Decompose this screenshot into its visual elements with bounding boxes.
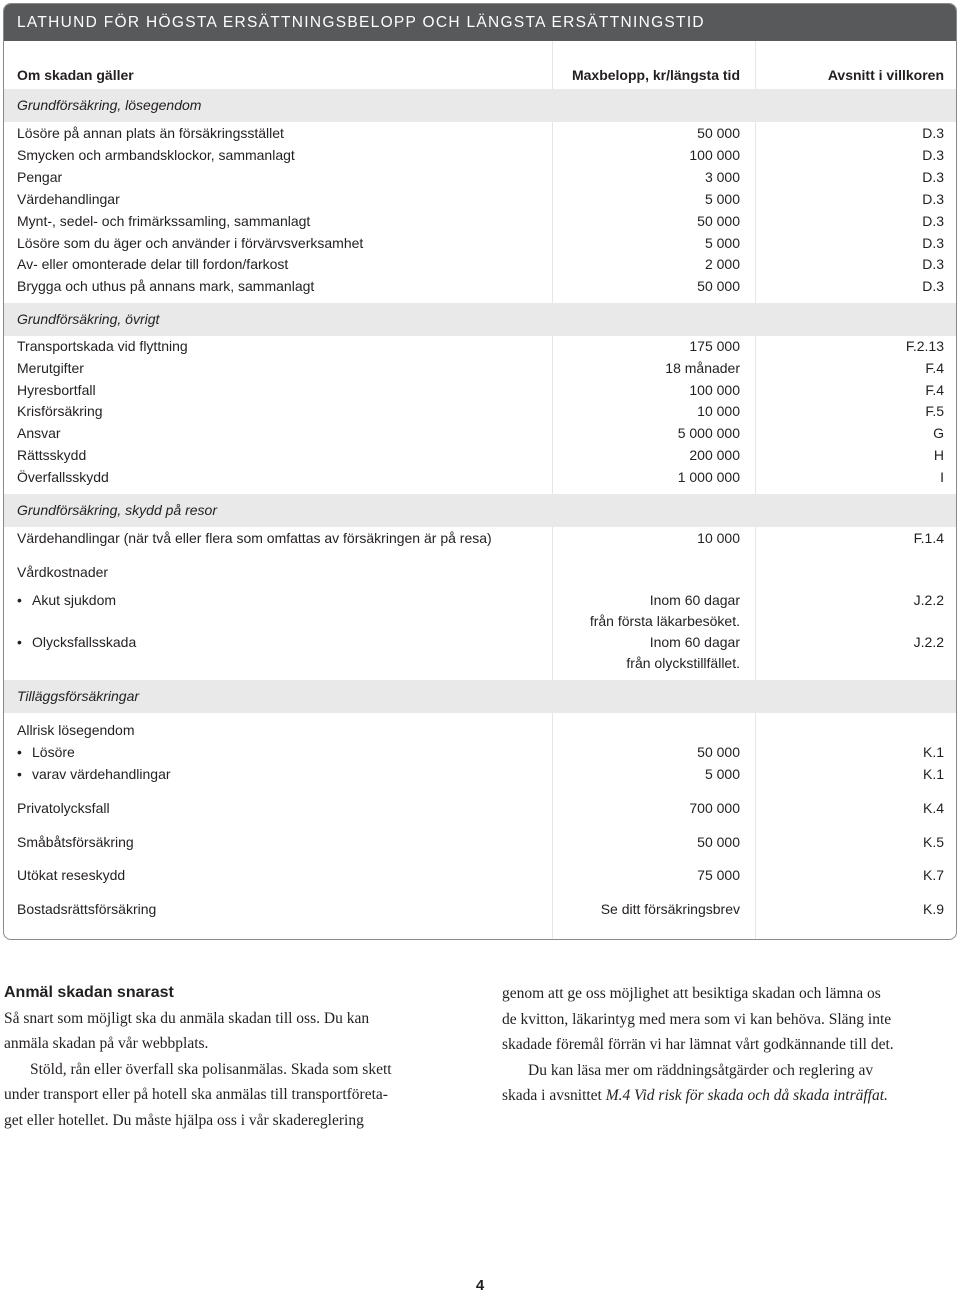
table-row-label: Merutgifter — [17, 359, 84, 376]
page-number: 4 — [475, 1277, 485, 1294]
bostad-amount: Se ditt försäkringsbrev — [600, 901, 740, 917]
table-row-amount: 200 000 — [689, 447, 740, 463]
table-row-ref: D.3 — [922, 212, 944, 229]
table-row-amount: 50 000 — [697, 212, 740, 229]
paragraph-line: Du kan läsa mer om räddningsåtgärder och reglering av — [528, 1061, 874, 1079]
section-label: Grundförsäkring, skydd på resor — [17, 502, 217, 518]
paragraph-line — [502, 1083, 957, 1109]
table-row-ref: F.5 — [925, 403, 944, 420]
table-row-ref: D.3 — [922, 278, 944, 295]
table-row-ref: G — [933, 425, 944, 442]
table-row-label: Lösöre på annan plats än försäkringsstället — [17, 125, 284, 141]
table-row-label: Lösöre som du äger och använder i förvärvsverksamhet — [17, 234, 364, 251]
section-ovrigt — [4, 303, 957, 336]
reference-prefix: skada i avsnittet — [502, 1087, 606, 1104]
section-tillagg — [4, 680, 957, 713]
paragraph-line: Stöld, rån eller överfall ska polisanmälas. Skada som skett — [30, 1060, 392, 1078]
section-label: Grundförsäkring, övrigt — [17, 311, 160, 327]
bostad-label: Bostadsrättsförsäkring — [17, 901, 157, 917]
header-avsnitt: Avsnitt i villkoren — [827, 67, 944, 83]
table-row-amount: 2 000 — [704, 256, 740, 273]
privat-ref: K.4 — [922, 800, 944, 816]
table-row-ref: D.3 — [922, 256, 944, 273]
vardkostnader-label: Vårdkostnader — [17, 564, 109, 580]
table-row-amount: 100 000 — [689, 381, 740, 398]
header-maxbelopp: Maxbelopp, kr/längsta tid — [571, 67, 740, 83]
table-row-amount: 5 000 — [704, 234, 740, 251]
table-row-label: Transportskada vid flyttning — [17, 338, 188, 354]
list-item-varav: • varav värdehandlingar — [32, 764, 171, 784]
table-row-amount: 5 000 000 — [677, 425, 740, 442]
table-row-label: Pengar — [17, 168, 63, 185]
smabat-label: Småbåtsförsäkring — [17, 834, 134, 850]
list-item-losore: • Lösöre — [32, 742, 75, 762]
column-divider — [755, 41, 756, 940]
akut-ref: J.2.2 — [913, 592, 944, 608]
table-row-ref: F.4 — [925, 381, 944, 398]
list-item-olycksfall: • Olycksfallsskada — [32, 632, 136, 652]
paragraph-line: anmäla skadan på vår webbplats. — [4, 1035, 209, 1052]
section-resor — [4, 494, 957, 527]
olycksfall-amount-note: från olyckstillfället. — [626, 655, 740, 671]
section-label: Grundförsäkring, lösegendom — [17, 97, 202, 113]
table-row-label: Värdehandlingar — [17, 190, 120, 207]
table-row-ref: D.3 — [922, 146, 944, 163]
paragraph-line: genom att ge oss möjlighet att besiktiga skadan och lämna os — [502, 985, 881, 1002]
table-row-amount: 10 000 — [697, 530, 740, 546]
header-skada: Om skadan gäller — [17, 67, 134, 83]
table-row-label: Krisförsäkring — [17, 403, 103, 420]
table-row-label: Ansvar — [17, 425, 61, 442]
utokat-ref: K.7 — [922, 867, 944, 883]
coverage-table — [3, 3, 957, 940]
table-row-amount: 18 månader — [665, 359, 740, 376]
table-row-ref: F.2.13 — [905, 338, 944, 354]
table-row-label: Överfallsskydd — [17, 468, 109, 485]
privat-amount: 700 000 — [689, 800, 740, 816]
right-text-column — [502, 981, 957, 1109]
losore-amount: 50 000 — [697, 744, 740, 760]
table-row-ref: H — [933, 447, 944, 463]
paragraph-line: skadade föremål förrän vi har lämnat vårt godkännande till det. — [502, 1036, 894, 1053]
table-row-label: Hyresbortfall — [17, 381, 96, 398]
list-item-akut: • Akut sjukdom — [32, 590, 116, 610]
varav-ref: K.1 — [922, 766, 944, 782]
table-row-amount: 50 000 — [697, 278, 740, 295]
table-row-label: Mynt-, sedel- och frimärkssamling, sammanlagt — [17, 212, 311, 229]
table-row-ref: D.3 — [922, 234, 944, 251]
varav-amount: 5 000 — [704, 766, 740, 782]
table-row-amount: 175 000 — [689, 338, 740, 354]
table-row-ref: D.3 — [922, 125, 944, 141]
losore-ref: K.1 — [922, 744, 944, 760]
table-row-ref: D.3 — [922, 190, 944, 207]
table-row-label: Av- eller omonterade delar till fordon/farkost — [17, 256, 289, 273]
table-row-ref: D.3 — [922, 168, 944, 185]
table-title: LATHUND FÖR HÖGSTA ERSÄTTNINGSBELOPP OCH LÄNGSTA ERSÄTTNINGSTID — [4, 4, 956, 41]
column-divider — [552, 41, 553, 940]
table-row-amount: 1 000 000 — [677, 468, 740, 485]
table-row-ref: F.4 — [925, 359, 944, 376]
paragraph-line: under transport eller på hotell ska anmälas till transportföreta- — [4, 1086, 388, 1103]
paragraph-line: get eller hotellet. Du måste hjälpa oss i vår skadereglering — [4, 1111, 364, 1129]
section-heading: Anmäl skadan snarast — [4, 984, 174, 1001]
reference-link-text: M.4 Vid risk för skada och då skada inträffat. — [605, 1087, 888, 1104]
section-label: Tilläggsförsäkringar — [17, 688, 140, 704]
akut-amount: Inom 60 dagar — [649, 592, 740, 608]
privat-label: Privatolycksfall — [17, 800, 110, 816]
table-row-ref: I — [940, 468, 944, 485]
smabat-ref: K.5 — [922, 834, 944, 850]
table-row-amount: 10 000 — [697, 403, 740, 420]
olycksfall-amount: Inom 60 dagar — [649, 634, 740, 650]
paragraph-line: Så snart som möjligt ska du anmäla skadan till oss. Du kan — [4, 1009, 370, 1027]
table-row-amount: 50 000 — [697, 125, 740, 141]
table-row-label: Värdehandlingar (när två eller flera som omfattas av försäkringen är på resa) — [17, 530, 492, 546]
bostad-ref: K.9 — [922, 901, 944, 917]
paragraph-line: de kvitton, läkarintyg med mera som vi kan behöva. Släng inte — [502, 1010, 892, 1028]
table-row-label: Rättsskydd — [17, 447, 87, 463]
utokat-amount: 75 000 — [697, 867, 740, 883]
left-text-column — [4, 980, 454, 1133]
allrisk-label: Allrisk lösegendom — [17, 722, 135, 738]
table-row-amount: 100 000 — [689, 146, 740, 163]
table-row-ref: F.1.4 — [913, 530, 944, 546]
utokat-label: Utökat reseskydd — [17, 867, 126, 883]
smabat-amount: 50 000 — [697, 834, 740, 850]
table-row-label: Smycken och armbandsklockor, sammanlagt — [17, 146, 295, 163]
table-row-label: Brygga och uthus på annans mark, sammanlagt — [17, 278, 315, 295]
olycksfall-ref: J.2.2 — [913, 634, 944, 650]
akut-amount-note: från första läkarbesöket. — [589, 613, 740, 629]
table-row-amount: 3 000 — [704, 168, 740, 185]
section-losegendom — [4, 89, 957, 122]
table-row-amount: 5 000 — [704, 190, 740, 207]
